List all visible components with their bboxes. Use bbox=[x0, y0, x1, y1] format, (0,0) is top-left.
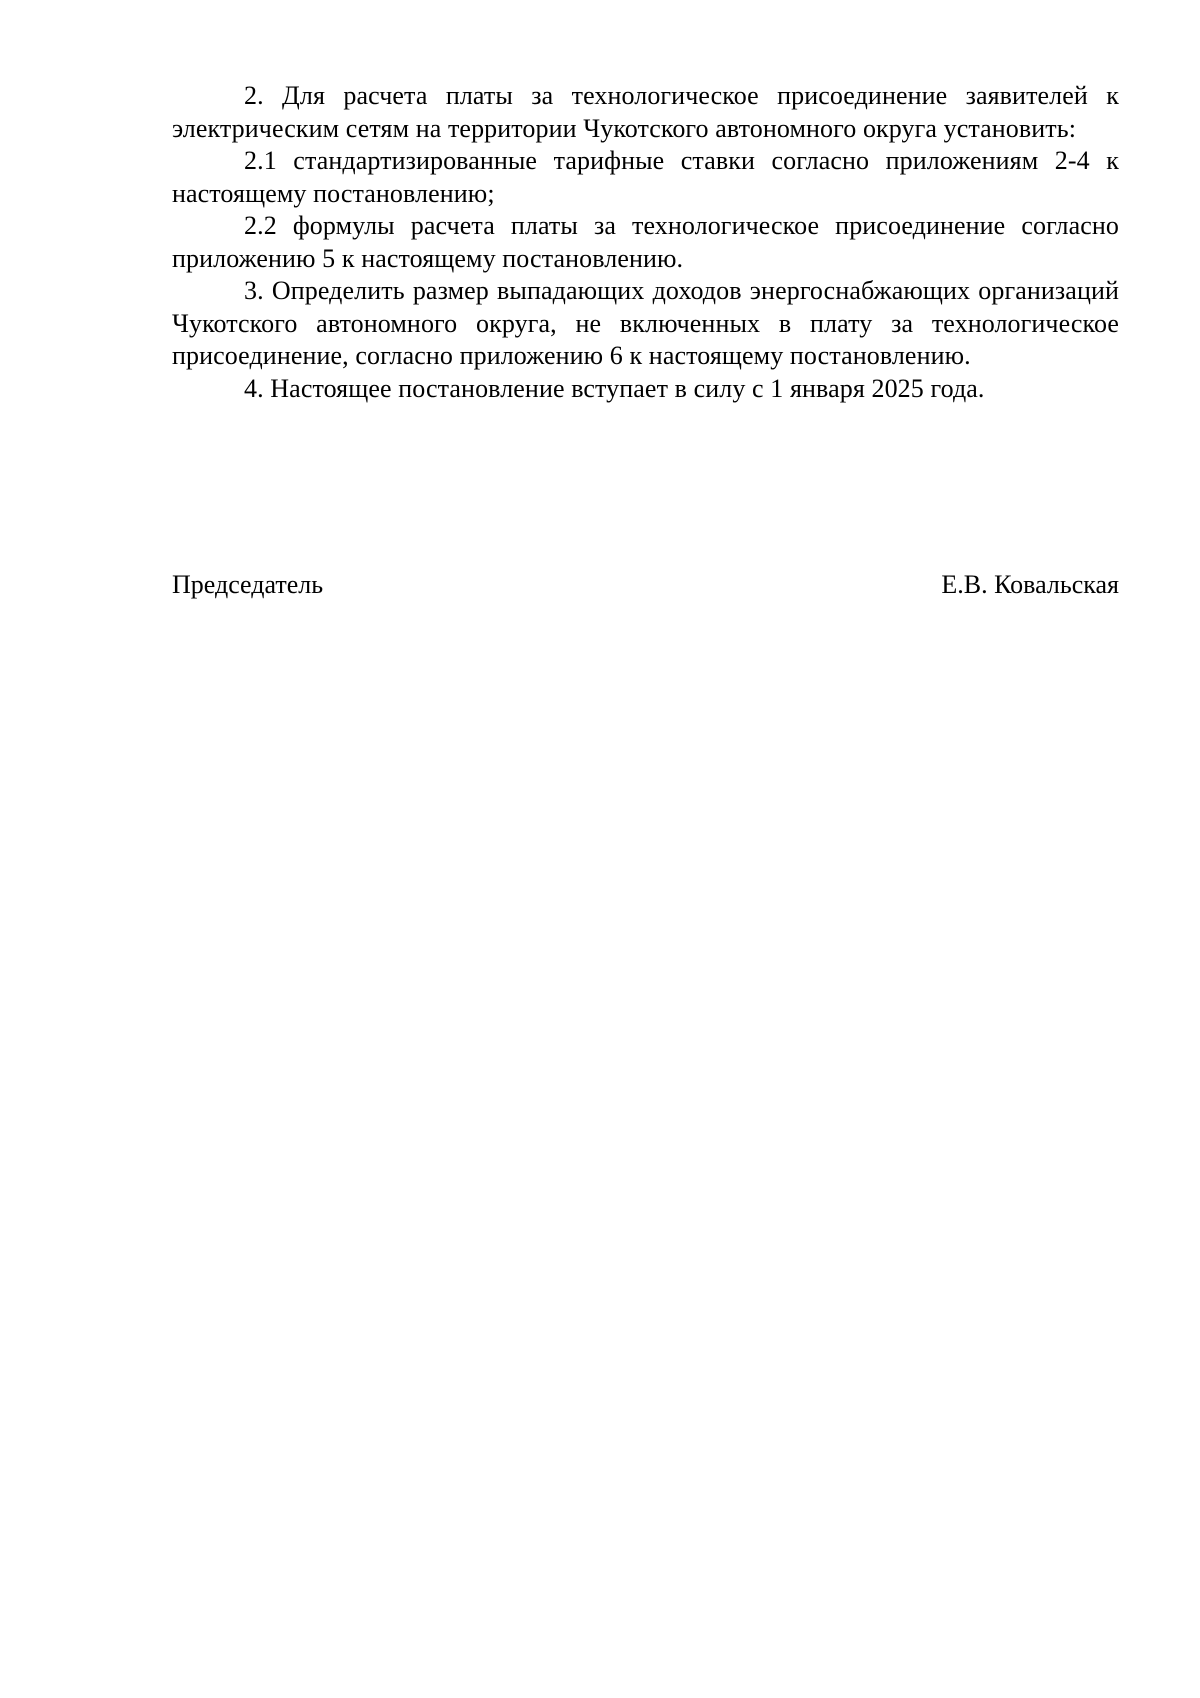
signatory-position: Председатель bbox=[172, 570, 324, 599]
document-body bbox=[172, 80, 1119, 405]
paragraph-3: 3. Определить размер выпадающих доходов энергоснабжающих организаций Чукотского автономного округа, не включенных в плату за технологическое присоединение, согласно приложению 6 к настоящему постановлению. bbox=[172, 276, 1119, 370]
signature-block bbox=[172, 569, 1119, 602]
signatory-name: Е.В. Ковальская bbox=[941, 570, 1119, 599]
paragraph-4: 4. Настоящее постановление вступает в силу с 1 января 2025 года. bbox=[244, 373, 985, 403]
paragraph-2-2: 2.2 формулы расчета платы за технологическое присоединение согласно приложению 5 к настоящему постановлению. bbox=[172, 211, 1119, 273]
paragraph-2: 2. Для расчета платы за технологическое присоединение заявителей к электрическим сетям на территории Чукотского автономного округа установить: bbox=[172, 81, 1119, 143]
paragraph-2-1: 2.1 стандартизированные тарифные ставки согласно приложениям 2-4 к настоящему постановлению; bbox=[172, 146, 1119, 208]
